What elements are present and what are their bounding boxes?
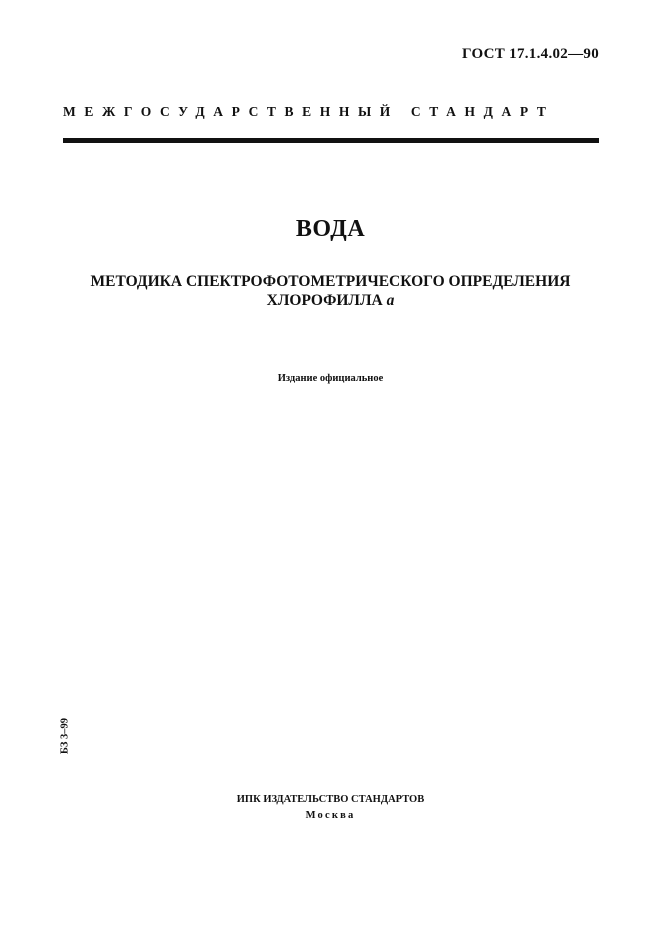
document-code: ГОСТ 17.1.4.02—90 xyxy=(462,46,599,62)
subtitle xyxy=(40,272,621,310)
subtitle-line-1: МЕТОДИКА СПЕКТРОФОТОМЕТРИЧЕСКОГО ОПРЕДЕЛЕНИЯ xyxy=(90,273,571,290)
subtitle-line-2-text: ХЛОРОФИЛЛА xyxy=(266,292,383,309)
side-mark xyxy=(58,712,72,760)
main-title: ВОДА xyxy=(295,216,366,242)
side-mark-text: БЗ 3–99 xyxy=(59,717,71,755)
standard-type-heading: МЕЖГОСУДАРСТВЕННЫЙ СТАНДАРТ xyxy=(63,104,555,119)
publisher-name: ИПК ИЗДАТЕЛЬСТВО СТАНДАРТОВ xyxy=(236,794,425,805)
subtitle-line-2 xyxy=(40,291,621,310)
publisher-city: Москва xyxy=(305,810,356,821)
edition-label: Издание официальное xyxy=(277,373,384,384)
subtitle-italic-letter: a xyxy=(386,292,395,309)
header-divider xyxy=(63,138,599,143)
